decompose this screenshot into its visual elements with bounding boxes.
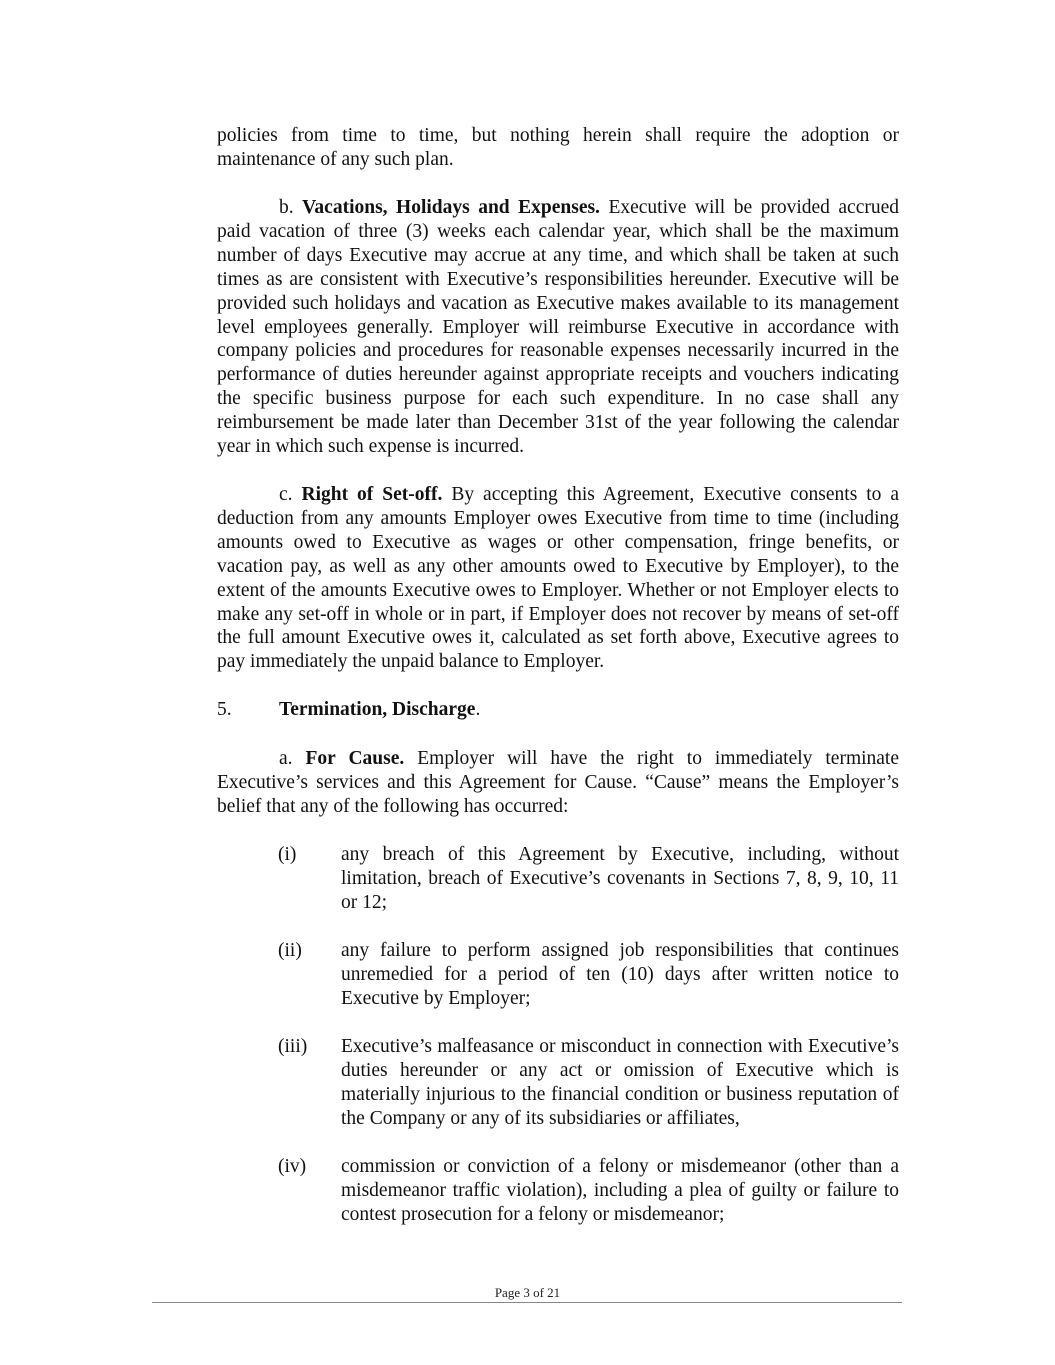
list-item-mark: (i) [278, 844, 297, 865]
list-item-mark: (ii) [278, 940, 302, 961]
list-item-text: commission or conviction of a felony or misdemeanor (other than a misdemeanor traffic violation), including a plea of guilty or failure to contest prosecution for a felony or misdemeanor; [341, 1156, 899, 1225]
paragraph-c-label: c. [279, 484, 293, 505]
list-item-mark: (iv) [278, 1156, 307, 1177]
paragraph-a-heading: For Cause. [305, 748, 405, 769]
page-number: Page 3 of 21 [494, 1285, 561, 1300]
paragraph-a-body: Employer will have the right to immediately terminate Executive’s services and this Agreement for Cause. “Cause” means the Employer’s belief that any of the following has occurred: [217, 748, 900, 817]
continuation-paragraph: policies from time to time, but nothing herein shall require the adoption or maintenance of any such plan. [217, 125, 899, 170]
section-5-heading-line [279, 698, 480, 722]
paragraph-a-label: a. [279, 748, 293, 769]
paragraph-b [217, 196, 899, 459]
paragraph-b-heading: Vacations, Holidays and Expenses. [302, 197, 600, 218]
paragraph-a [217, 747, 899, 819]
list-item-text: any failure to perform assigned job responsibilities that continues unremedied for a period of ten (10) days after written notice to Executive by Employer; [341, 940, 899, 1009]
section-5-heading: Termination, Discharge [279, 699, 476, 720]
paragraph-b-body: Executive will be provided accrued paid vacation of three (3) weeks each calendar year, which shall be the maximum number of days Executive may accrue at any time, and which shall be taken at such times as are consistent with Executive’s responsibilities hereunder. Executive will be provided such holidays and vacation as Executive makes available to its management level employees generally. Employer will reimburse Executive in accordance with company policies and procedures for reasonable expenses necessarily incurred in the performance of duties hereunder against appropriate receipts and vouchers indicating the specific business purpose for each such expenditure. In no case shall any reimbursement be made later than December 31st of the year following the calendar year in which such expense is incurred. [217, 197, 900, 458]
paragraph-c [217, 483, 899, 674]
footer-divider [152, 1302, 902, 1303]
paragraph-c-heading: Right of Set-off. [301, 484, 443, 505]
section-5-period: . [475, 699, 481, 720]
list-item-text: Executive’s malfeasance or misconduct in connection with Executive’s duties hereunder or any act or omission of Executive which is materially injurious to the financial condition or business reputation of the Company or any of its subsidiaries or affiliates, [341, 1036, 899, 1129]
list-item-mark: (iii) [278, 1036, 308, 1057]
paragraph-b-label: b. [279, 197, 294, 218]
section-5-number: 5. [217, 699, 232, 720]
list-item-text: any breach of this Agreement by Executive, including, without limitation, breach of Executive’s covenants in Sections 7, 8, 9, 10, 11 or 12; [341, 844, 899, 913]
paragraph-c-body: By accepting this Agreement, Executive consents to a deduction from any amounts Employer owes Executive from time to time (including amounts owed to Executive as wages or other compensation, fringe benefits, or vacation pay, as well as any other amounts owed to Executive by Employer), to the extent of the amounts Executive owes to Employer. Whether or not Employer elects to make any set-off in whole or in part, if Employer does not recover by means of set-off the full amount Executive owes it, calculated as set forth above, Executive agrees to pay immediately the unpaid balance to Employer. [217, 484, 900, 673]
